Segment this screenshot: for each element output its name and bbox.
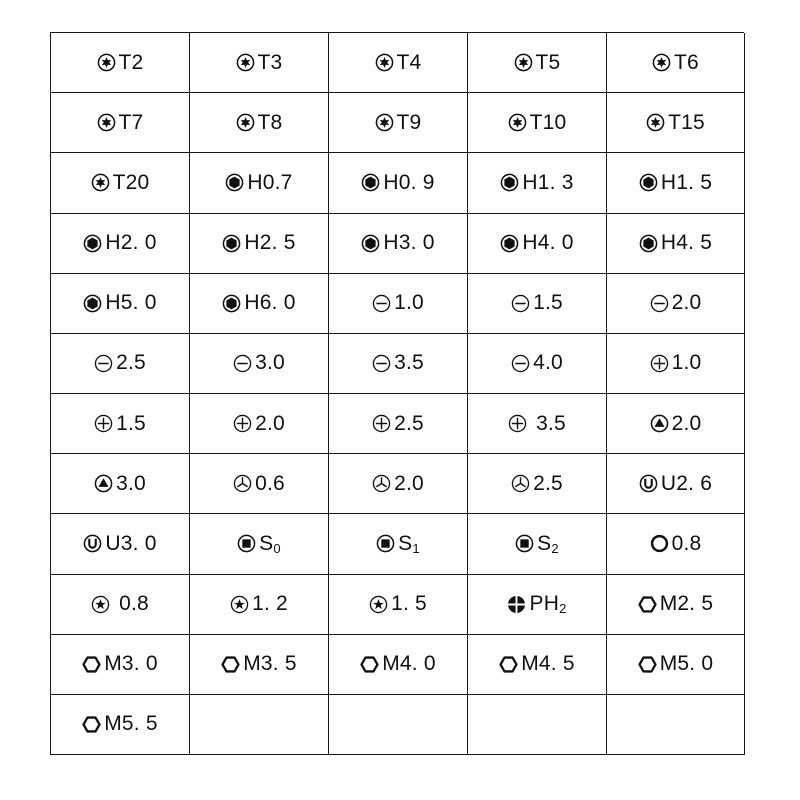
bit-size-text: 3.5: [394, 351, 424, 375]
grid-cell: [51, 33, 190, 93]
bit-size-text: H1. 3: [522, 170, 574, 194]
grid-cell: [468, 214, 607, 274]
bit-size-label: [394, 472, 424, 496]
hex-icon: [83, 294, 102, 313]
grid-cell: [190, 214, 329, 274]
grid-cell: [607, 394, 745, 454]
bit-size-text: H0. 9: [383, 170, 435, 194]
bit-size-label: [252, 592, 288, 616]
bit-size-text: H0.7: [247, 170, 293, 194]
bit-size-text: H5. 0: [105, 291, 157, 315]
bit-size-text: U2. 6: [660, 471, 713, 495]
phillips-icon: [508, 414, 527, 433]
bit-size-text: 3.0: [255, 351, 285, 375]
triwing-icon: [372, 474, 391, 493]
grid-cell: [468, 153, 607, 213]
ring-icon: [650, 534, 669, 553]
grid-cell: [468, 635, 607, 695]
bit-size-text: M2. 5: [659, 592, 714, 616]
bit-size-text: 0.6: [255, 471, 285, 495]
bit-size-text: T8: [257, 110, 283, 134]
bit-size-label: [672, 532, 702, 556]
grid-cell: [51, 394, 190, 454]
bit-size-label: [529, 592, 566, 616]
torx-icon: [514, 53, 533, 72]
bit-size-label: [521, 652, 575, 676]
bit-size-text: 2.5: [394, 411, 424, 435]
bit-size-label: [660, 652, 714, 676]
triwing-icon: [511, 474, 530, 493]
slotted-icon: [233, 354, 252, 373]
torx-icon: [508, 113, 527, 132]
grid-cell: [51, 575, 190, 635]
bit-size-text: S: [398, 531, 413, 555]
bit-size-label: [397, 111, 422, 135]
grid-cell: [190, 394, 329, 454]
slotted-icon: [372, 354, 391, 373]
bit-size-text: M4. 5: [521, 652, 575, 676]
bit-size-label: [247, 171, 292, 195]
bit-size-text: H4. 5: [660, 231, 713, 255]
grid-cell: [190, 514, 329, 574]
bit-size-label: [105, 291, 156, 315]
grid-cell: [329, 153, 468, 213]
bit-size-label: [533, 472, 563, 496]
torx-icon: [236, 113, 255, 132]
bit-size-label: [660, 592, 714, 616]
hex-nut-icon: [499, 655, 518, 674]
torx-icon: [375, 53, 394, 72]
bit-size-text: T10: [529, 110, 567, 134]
grid-cell: [607, 514, 745, 574]
bit-size-text: 0.8: [671, 531, 702, 555]
grid-cell: [190, 695, 329, 755]
grid-cell: [468, 514, 607, 574]
u-type-icon: [639, 474, 658, 493]
grid-cell: [51, 214, 190, 274]
grid-cell: [329, 334, 468, 394]
bit-size-label: [116, 472, 146, 496]
grid-cell: [468, 454, 607, 514]
bit-size-text: 1. 2: [252, 592, 288, 616]
hex-icon: [500, 234, 519, 253]
bit-size-subscript: 1: [412, 540, 420, 556]
bit-size-text: 2.0: [671, 411, 702, 435]
grid-cell: [468, 33, 607, 93]
bit-size-text: H2. 5: [244, 231, 296, 255]
bit-size-text: T6: [674, 50, 699, 74]
grid-cell: [190, 454, 329, 514]
grid-cell: [607, 454, 745, 514]
bit-size-text: 2.0: [394, 471, 424, 495]
hex-icon: [225, 173, 244, 192]
bit-size-label: [255, 472, 285, 496]
bit-size-text: S: [259, 531, 274, 555]
bit-size-text: S: [537, 531, 552, 555]
bit-size-text: T20: [112, 170, 150, 194]
bit-size-label: [244, 231, 295, 255]
bit-size-label: [522, 231, 573, 255]
bit-size-label: [119, 51, 144, 75]
grid-cell: [51, 695, 190, 755]
bit-size-label: [119, 111, 144, 135]
square-icon: [515, 534, 534, 553]
bit-size-label: [533, 351, 563, 375]
triangle-icon: [94, 474, 113, 493]
grid-cell: [468, 695, 607, 755]
bit-size-text: 1.0: [394, 291, 424, 315]
grid-cell: [190, 274, 329, 334]
bit-size-text: 4.0: [533, 351, 563, 375]
grid-cell: [468, 274, 607, 334]
bit-size-text: T5: [535, 50, 561, 74]
hex-nut-icon: [82, 715, 101, 734]
bit-size-subscript: 2: [559, 601, 567, 617]
bit-size-text: 1.5: [533, 291, 563, 315]
bit-size-subscript: 2: [551, 540, 559, 556]
square-icon: [237, 534, 256, 553]
bit-size-label: [536, 51, 561, 75]
bit-size-label: [661, 231, 712, 255]
bit-size-label: [533, 291, 563, 315]
bit-size-label: [255, 412, 285, 436]
hex-icon: [361, 234, 380, 253]
bit-size-text: M4. 0: [382, 652, 436, 676]
hex-icon: [361, 173, 380, 192]
grid-cell: [190, 635, 329, 695]
bit-size-label: [394, 351, 424, 375]
hex-icon: [222, 234, 241, 253]
bit-size-text: T15: [668, 110, 705, 134]
bit-size-label: [661, 472, 712, 496]
slotted-icon: [94, 354, 113, 373]
grid-cell: [329, 695, 468, 755]
triangle-icon: [650, 414, 669, 433]
bit-size-text: 2.5: [116, 351, 146, 375]
bit-size-text: T4: [396, 50, 422, 74]
phillips-icon: [94, 414, 113, 433]
hex-nut-icon: [638, 655, 657, 674]
bit-size-label: [672, 291, 702, 315]
bit-size-label: [383, 171, 434, 195]
bit-size-text: H3. 0: [383, 231, 435, 255]
bit-size-label: [668, 111, 705, 135]
grid-cell: [607, 575, 745, 635]
hex-icon: [639, 234, 658, 253]
bit-size-label: [105, 532, 156, 556]
bit-size-text: 1.5: [116, 411, 146, 435]
bit-size-text: 1.0: [671, 351, 702, 375]
bit-size-grid: [50, 32, 744, 755]
bit-size-text: 2.0: [255, 411, 285, 435]
bit-size-text: M5. 0: [659, 652, 714, 676]
torx-icon: [652, 53, 671, 72]
bit-size-label: [116, 412, 146, 436]
bit-size-label: [391, 592, 427, 616]
grid-cell: [329, 274, 468, 334]
grid-cell: [468, 93, 607, 153]
grid-cell: [190, 334, 329, 394]
pentalobe-icon: [91, 595, 110, 614]
bit-size-label: [397, 51, 422, 75]
bit-size-label: [672, 351, 702, 375]
grid-cell: [329, 93, 468, 153]
grid-cell: [468, 394, 607, 454]
slotted-icon: [511, 294, 530, 313]
grid-cell: [190, 575, 329, 635]
bit-size-text: T9: [396, 110, 422, 134]
bit-size-subscript: 0: [273, 540, 281, 556]
hex-icon: [639, 173, 658, 192]
grid-cell: [607, 33, 745, 93]
triwing-icon: [233, 474, 252, 493]
bit-size-label: [537, 532, 559, 556]
torx-icon: [646, 113, 665, 132]
bit-size-label: [113, 171, 150, 195]
grid-cell: [468, 334, 607, 394]
hex-nut-icon: [638, 595, 657, 614]
pentalobe-icon: [369, 595, 388, 614]
hex-nut-icon: [221, 655, 240, 674]
u-type-icon: [83, 534, 102, 553]
grid-cell: [190, 93, 329, 153]
hex-nut-icon: [360, 655, 379, 674]
slotted-icon: [372, 294, 391, 313]
grid-cell: [51, 274, 190, 334]
hex-icon: [83, 234, 102, 253]
grid-cell: [607, 153, 745, 213]
bit-size-text: H6. 0: [244, 291, 296, 315]
torx-icon: [97, 113, 116, 132]
grid-cell: [468, 575, 607, 635]
grid-cell: [607, 635, 745, 695]
bit-size-text: T3: [257, 50, 283, 74]
grid-cell: [329, 575, 468, 635]
bit-size-text: 3.0: [116, 471, 146, 495]
bit-size-text: T7: [118, 110, 144, 134]
grid-cell: [51, 334, 190, 394]
grid-cell: [329, 635, 468, 695]
bit-size-text: M3. 5: [243, 652, 297, 676]
slotted-icon: [511, 354, 530, 373]
bit-size-text: U3. 0: [105, 531, 157, 555]
slotted-icon: [650, 294, 669, 313]
grid-cell: [329, 514, 468, 574]
bit-size-label: [398, 532, 420, 556]
torx-icon: [236, 53, 255, 72]
bit-size-label: [674, 51, 699, 75]
bit-size-label: [104, 712, 158, 736]
grid-cell: [607, 695, 745, 755]
bit-size-text: PH: [529, 592, 560, 616]
bit-size-label: [259, 532, 281, 556]
cross-filled-icon: [507, 595, 526, 614]
bit-size-label: [672, 412, 702, 436]
grid-cell: [607, 334, 745, 394]
bit-size-text: H2. 0: [105, 231, 157, 255]
hex-nut-icon: [82, 655, 101, 674]
grid-cell: [607, 214, 745, 274]
bit-size-text: 0.8: [113, 592, 149, 616]
grid-cell: [329, 214, 468, 274]
bit-size-label: [244, 291, 295, 315]
bit-size-text: M5. 5: [104, 712, 158, 736]
bit-size-label: [530, 111, 567, 135]
bit-size-label: [661, 171, 712, 195]
bit-size-label: [258, 111, 283, 135]
hex-icon: [222, 294, 241, 313]
bit-size-text: H4. 0: [522, 231, 574, 255]
grid-cell: [607, 274, 745, 334]
phillips-icon: [650, 354, 669, 373]
torx-icon: [375, 113, 394, 132]
bit-size-label: [522, 171, 573, 195]
bit-size-text: H1. 5: [660, 170, 713, 194]
grid-cell: [329, 394, 468, 454]
bit-size-label: [394, 291, 424, 315]
grid-cell: [329, 454, 468, 514]
bit-size-text: M3. 0: [104, 652, 158, 676]
bit-size-label: [104, 652, 158, 676]
hex-icon: [500, 173, 519, 192]
bit-size-label: [113, 592, 149, 616]
bit-size-label: [530, 412, 566, 436]
bit-size-label: [243, 652, 297, 676]
bit-size-label: [105, 231, 156, 255]
bit-size-text: 2.0: [671, 291, 702, 315]
phillips-icon: [233, 414, 252, 433]
bit-size-text: 1. 5: [391, 592, 427, 616]
square-icon: [376, 534, 395, 553]
torx-icon: [97, 53, 116, 72]
pentalobe-icon: [230, 595, 249, 614]
grid-cell: [51, 93, 190, 153]
grid-cell: [51, 454, 190, 514]
grid-cell: [190, 33, 329, 93]
bit-size-label: [116, 351, 146, 375]
grid-cell: [329, 33, 468, 93]
grid-cell: [51, 514, 190, 574]
grid-cell: [607, 93, 745, 153]
bit-size-text: 3.5: [530, 411, 566, 435]
grid-cell: [190, 153, 329, 213]
bit-size-label: [383, 231, 434, 255]
phillips-icon: [372, 414, 391, 433]
bit-size-label: [382, 652, 436, 676]
grid-cell: [51, 635, 190, 695]
bit-size-label: [255, 351, 285, 375]
grid-cell: [51, 153, 190, 213]
bit-size-text: 2.5: [533, 471, 563, 495]
bit-size-label: [394, 412, 424, 436]
bit-size-label: [258, 51, 283, 75]
bit-size-text: T2: [118, 50, 144, 74]
torx-icon: [91, 173, 110, 192]
